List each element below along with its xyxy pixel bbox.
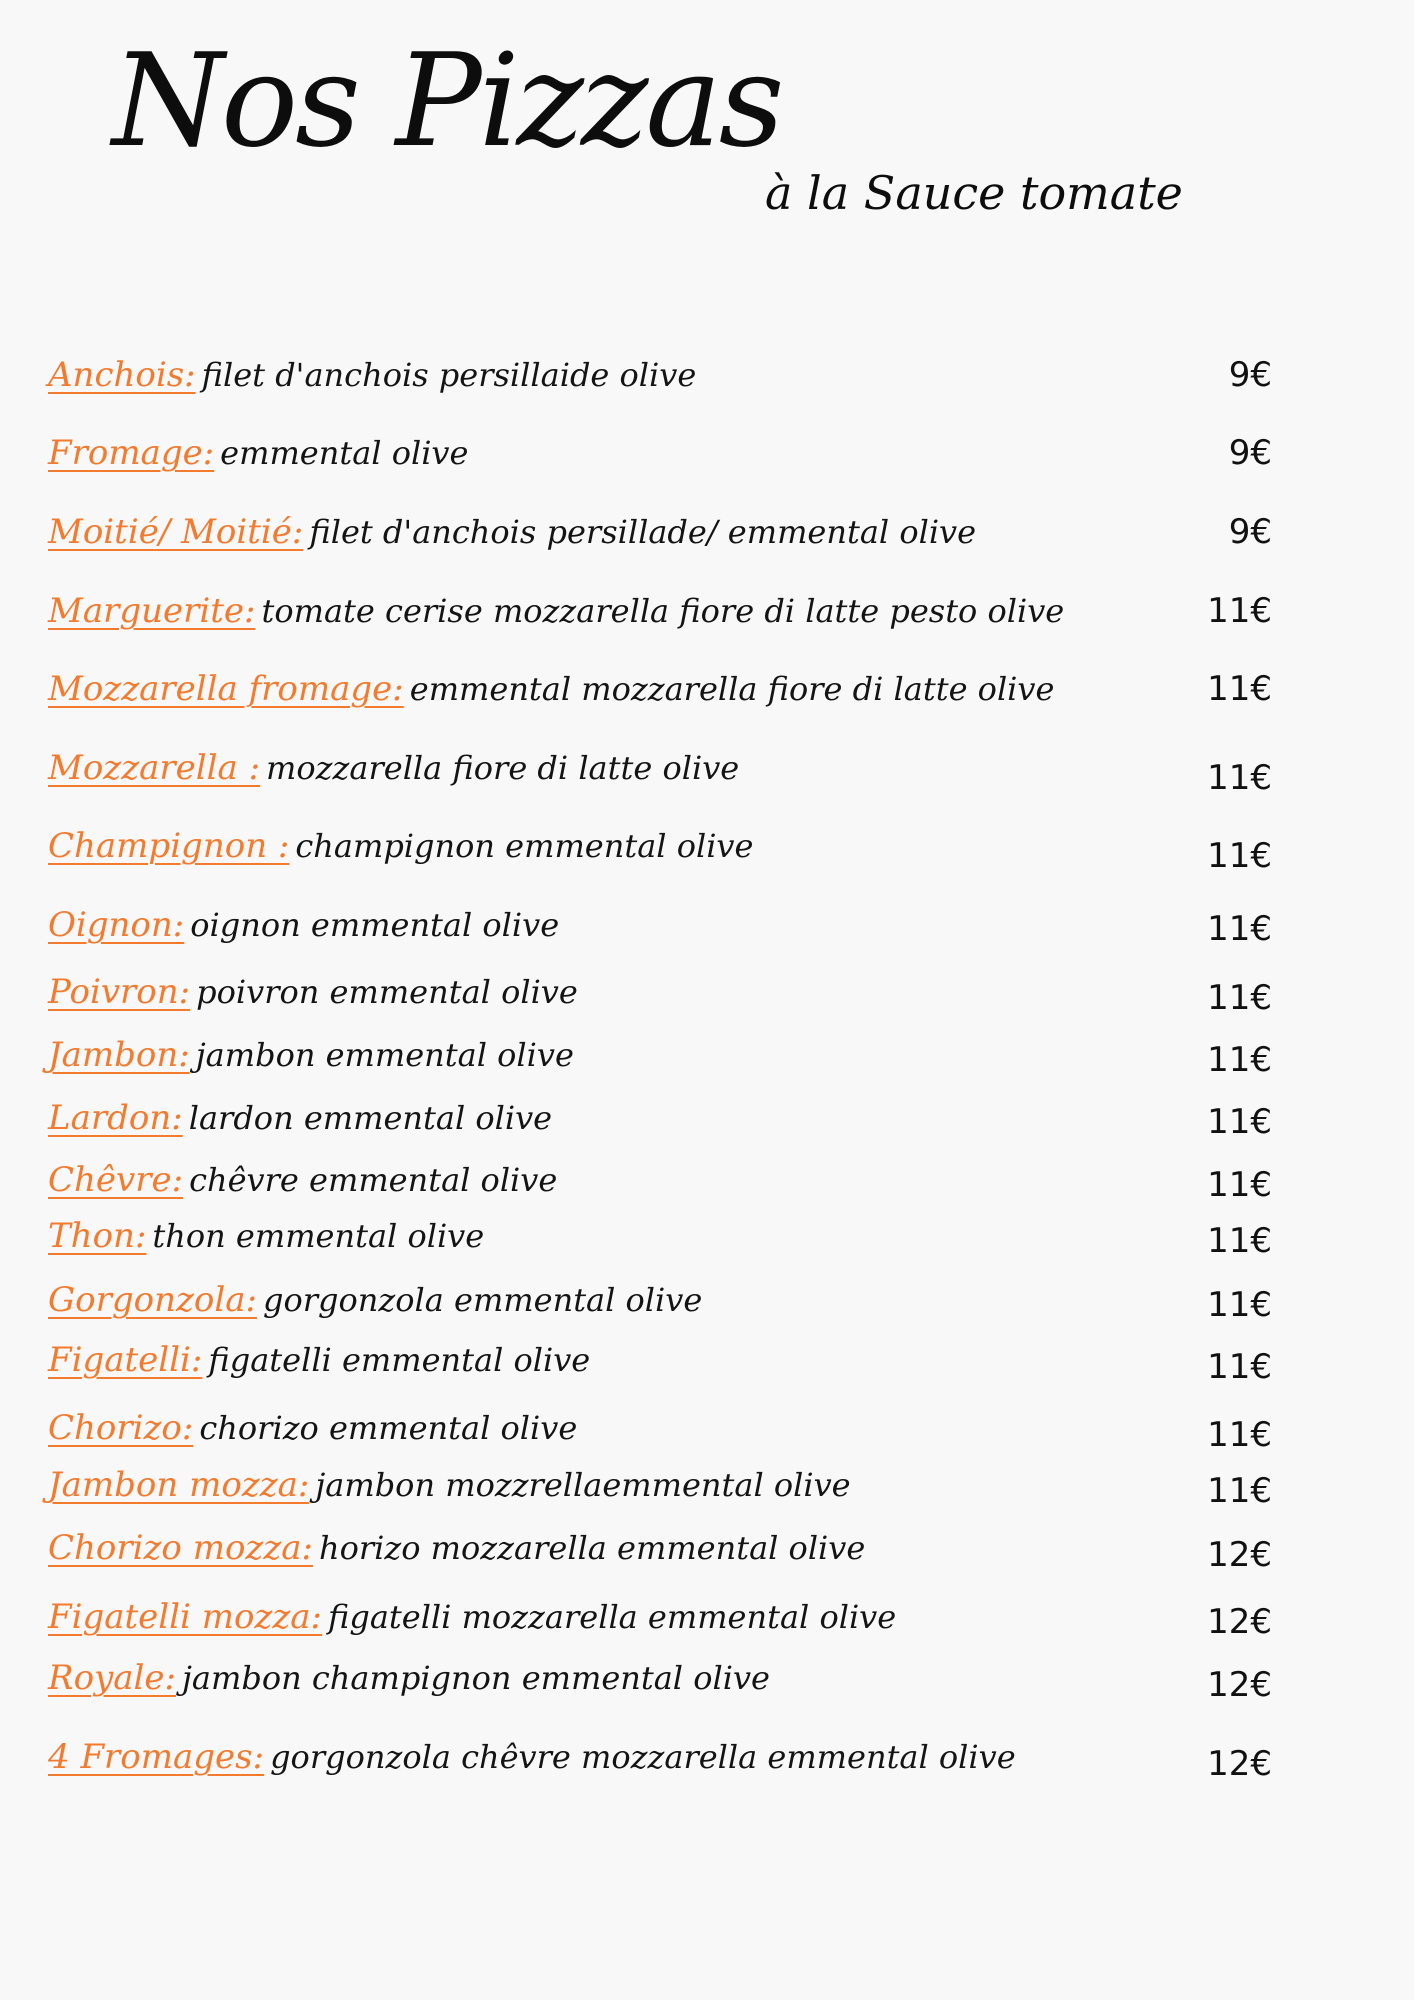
pizza-description: gorgonzola emmental olive xyxy=(263,1281,703,1319)
menu-item xyxy=(48,1528,865,1578)
pizza-price: 11€ xyxy=(1207,1165,1272,1205)
menu-item xyxy=(48,669,1054,719)
pizza-price: 9€ xyxy=(1228,355,1272,395)
menu-item xyxy=(48,1340,590,1390)
pizza-description: champignon emmental olive xyxy=(295,827,754,865)
menu-item xyxy=(48,1408,577,1458)
pizza-description: figatelli emmental olive xyxy=(208,1341,591,1379)
pizza-description: chêvre emmental olive xyxy=(189,1161,558,1199)
pizza-description: poivron emmental olive xyxy=(196,973,578,1011)
pizza-name: Figatelli: xyxy=(48,1340,203,1380)
pizza-name: Marguerite: xyxy=(48,591,256,631)
pizza-description: gorgonzola chêvre mozzarella emmental olive xyxy=(270,1738,1016,1776)
pizza-description: mozzarella fiore di latte olive xyxy=(266,749,740,787)
pizza-description: figatelli mozzarella emmental olive xyxy=(327,1598,897,1636)
pizza-name: Gorgonzola: xyxy=(48,1280,257,1320)
pizza-name: Champignon : xyxy=(48,826,290,866)
pizza-name: Thon: xyxy=(48,1216,147,1256)
menu-item xyxy=(48,1465,851,1515)
pizza-name: Royale: xyxy=(48,1658,176,1698)
pizza-name: Oignon: xyxy=(48,905,185,945)
page-subtitle: à la Sauce tomate xyxy=(765,166,1183,220)
pizza-price: 12€ xyxy=(1207,1665,1272,1705)
pizza-price: 9€ xyxy=(1228,433,1272,473)
menu-item xyxy=(48,972,578,1022)
pizza-price: 11€ xyxy=(1207,836,1272,876)
menu-item xyxy=(48,1160,557,1210)
pizza-name: Poivron: xyxy=(48,972,191,1012)
menu-item xyxy=(48,1098,552,1148)
pizza-price: 11€ xyxy=(1207,591,1272,631)
pizza-price: 12€ xyxy=(1207,1535,1272,1575)
pizza-price: 11€ xyxy=(1207,669,1272,709)
pizza-price: 9€ xyxy=(1228,512,1272,552)
pizza-name: Anchois: xyxy=(48,355,196,395)
pizza-name: Chêvre: xyxy=(48,1160,184,1200)
pizza-description: jambon emmental olive xyxy=(195,1036,574,1074)
menu-item xyxy=(48,433,468,483)
pizza-price: 11€ xyxy=(1207,1471,1272,1511)
page-title: Nos Pizzas xyxy=(112,27,782,176)
pizza-price: 11€ xyxy=(1207,1102,1272,1142)
pizza-name: Mozzarella fromage: xyxy=(48,669,404,709)
pizza-price: 11€ xyxy=(1207,1221,1272,1261)
menu-item xyxy=(48,748,739,798)
pizza-name: Moitié/ Moitié: xyxy=(48,512,304,552)
menu-item xyxy=(48,1035,574,1085)
pizza-description: oignon emmental olive xyxy=(190,906,560,944)
pizza-price: 11€ xyxy=(1207,1415,1272,1455)
menu-item xyxy=(48,591,1064,641)
pizza-description: horizo mozzarella emmental olive xyxy=(318,1529,866,1567)
pizza-name: Chorizo mozza: xyxy=(48,1528,313,1568)
menu-item xyxy=(48,1280,702,1330)
pizza-name: Mozzarella : xyxy=(48,748,261,788)
pizza-description: thon emmental olive xyxy=(152,1217,485,1255)
pizza-price: 11€ xyxy=(1207,978,1272,1018)
pizza-description: jambon champignon emmental olive xyxy=(182,1659,770,1697)
menu-item xyxy=(48,1597,896,1647)
pizza-description: emmental mozzarella fiore di latte olive xyxy=(409,670,1055,708)
menu-item xyxy=(48,1737,1016,1787)
pizza-price: 11€ xyxy=(1207,1285,1272,1325)
pizza-description: filet d'anchois persillade/ emmental olive xyxy=(309,513,977,551)
pizza-name: Figatelli mozza: xyxy=(48,1597,322,1637)
pizza-name: Jambon mozza: xyxy=(48,1465,310,1505)
pizza-price: 11€ xyxy=(1207,909,1272,949)
pizza-name: 4 Fromages: xyxy=(48,1737,265,1777)
pizza-description: chorizo emmental olive xyxy=(199,1409,578,1447)
pizza-name: Fromage: xyxy=(48,433,215,473)
menu-item xyxy=(48,1658,770,1708)
pizza-description: tomate cerise mozzarella fiore di latte pesto olive xyxy=(261,592,1065,630)
menu-item xyxy=(48,512,976,562)
pizza-description: jambon mozzrellaemmental olive xyxy=(315,1466,851,1504)
pizza-description: emmental olive xyxy=(220,434,469,472)
menu-item xyxy=(48,905,559,955)
menu-item xyxy=(48,826,753,876)
pizza-price: 11€ xyxy=(1207,1040,1272,1080)
pizza-name: Chorizo: xyxy=(48,1408,194,1448)
pizza-name: Jambon: xyxy=(48,1035,190,1075)
pizza-price: 12€ xyxy=(1207,1744,1272,1784)
menu-item xyxy=(48,1216,484,1266)
pizza-price: 12€ xyxy=(1207,1602,1272,1642)
menu-item xyxy=(48,355,696,405)
pizza-price: 11€ xyxy=(1207,758,1272,798)
pizza-price: 11€ xyxy=(1207,1347,1272,1387)
pizza-description: filet d'anchois persillaide olive xyxy=(201,356,697,394)
pizza-description: lardon emmental olive xyxy=(188,1099,553,1137)
pizza-name: Lardon: xyxy=(48,1098,183,1138)
